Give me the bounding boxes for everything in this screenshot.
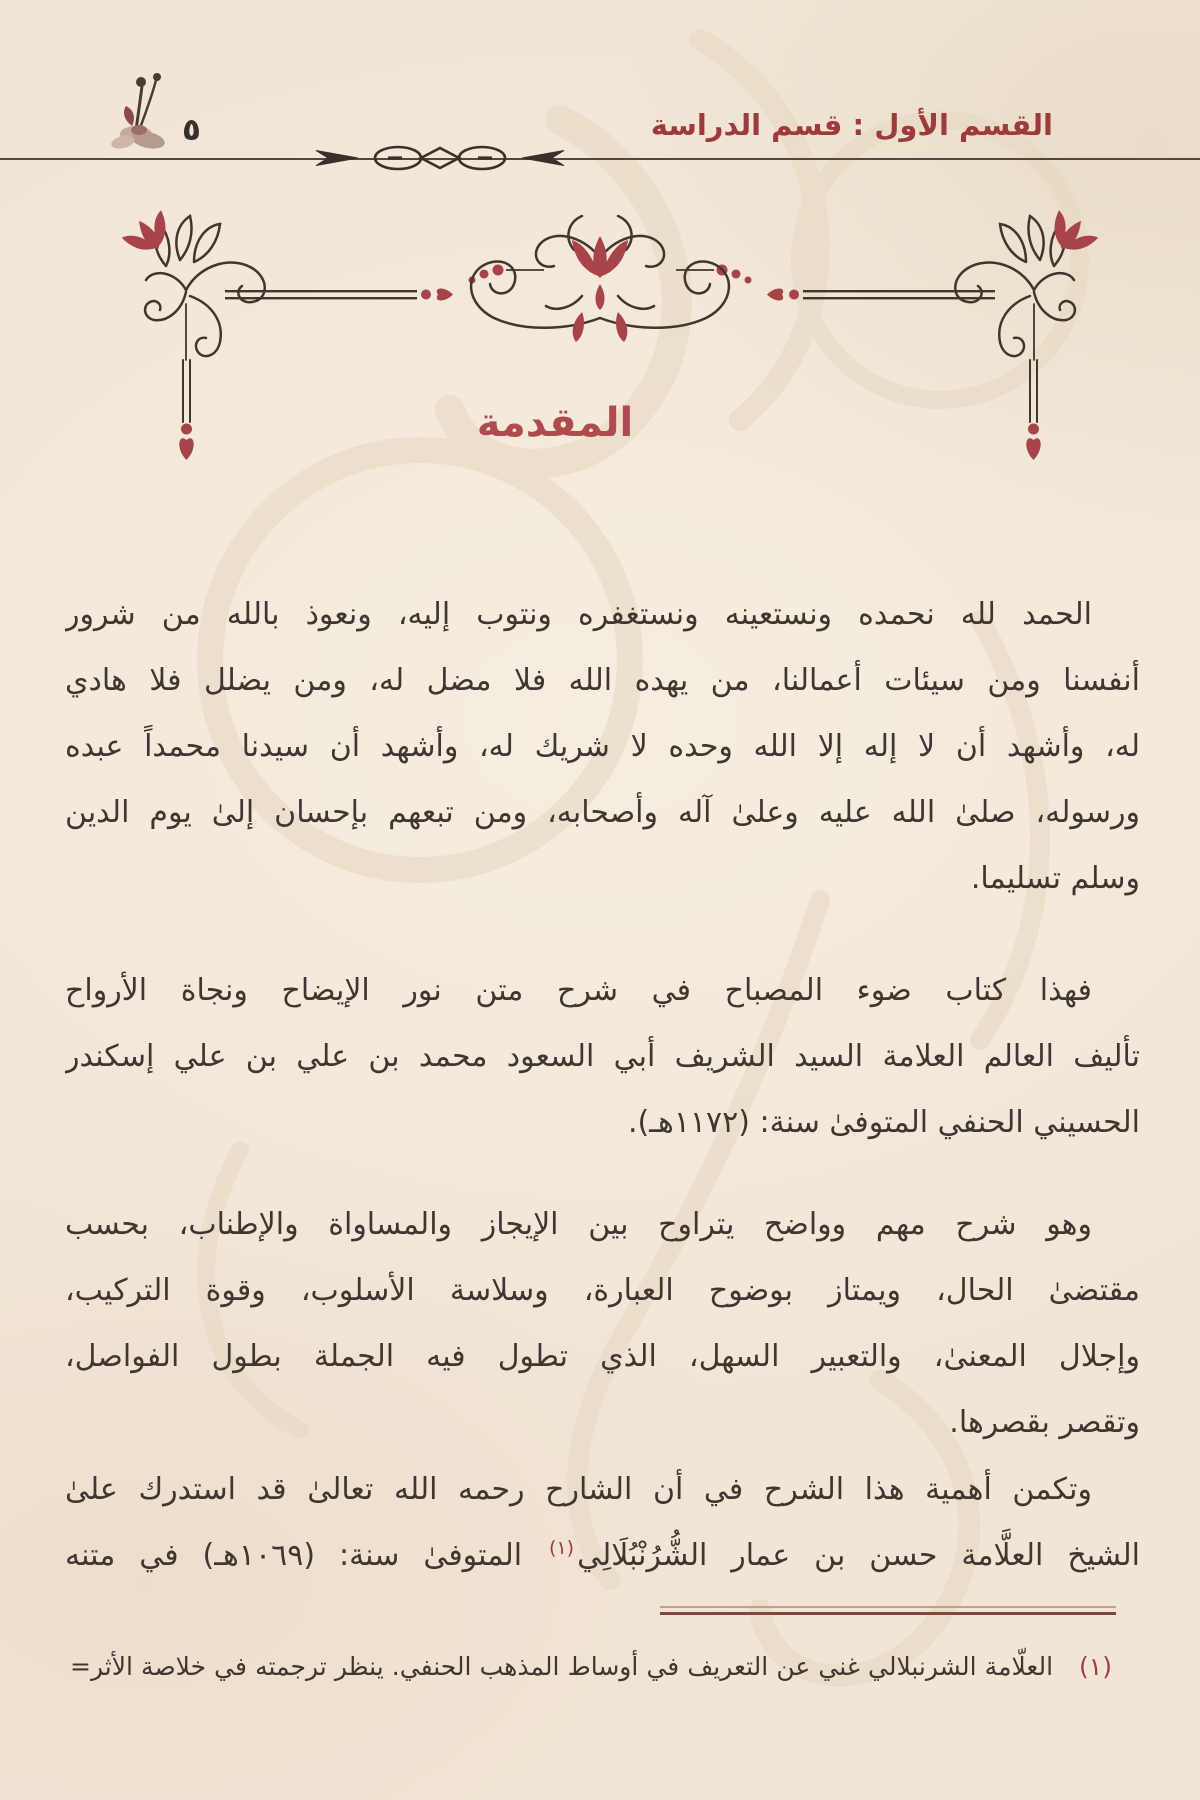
body-line: الحسيني الحنفي المتوفىٰ سنة: (١١٧٢هـ). xyxy=(627,1105,1140,1140)
body-line: وتقصر بقصرها. xyxy=(949,1405,1140,1440)
footnote-marker: (١) xyxy=(1079,1652,1112,1681)
body-line: وسلم تسليما. xyxy=(970,861,1140,896)
body-line: وإجلال المعنىٰ، والتعبير السهل، الذي تطول فيه الجملة بطول الفواصل، xyxy=(65,1339,1140,1374)
rose-ornament-icon xyxy=(96,68,188,160)
body-line: الحمد لله نحمده ونستعينه ونستغفره ونتوب إليه، ونعوذ بالله من شرور xyxy=(65,597,1092,632)
body-line: فهذا كتاب ضوء المصباح في شرح متن نور الإيضاح ونجاة الأرواح xyxy=(65,973,1092,1008)
body-line-segment: المتوفىٰ سنة: (١٠٦٩هـ) في متنه xyxy=(65,1538,523,1573)
body-line: ورسوله، صلىٰ الله عليه وعلىٰ آله وأصحابه، ومن تبعهم بإحسان إلىٰ يوم الدين xyxy=(65,795,1140,830)
paragraph-4 xyxy=(65,1457,1140,1589)
body-line: مقتضىٰ الحال، ويمتاز بوضوح العبارة، وسلاسة الأسلوب، وقوة التركيب، xyxy=(65,1273,1140,1308)
rule-arrow-ornament-icon xyxy=(290,138,590,178)
paragraph-2 xyxy=(65,958,1140,1156)
body-line: وهو شرح مهم وواضح يتراوح بين الإيجاز والمساواة والإطناب، بحسب xyxy=(65,1207,1092,1242)
paragraph-3 xyxy=(65,1192,1140,1456)
header-rule xyxy=(0,158,1200,160)
body-line: أنفسنا ومن سيئات أعمالنا، من يهده الله فلا مضل له، ومن يضلل فلا هادي xyxy=(65,663,1140,698)
body-line xyxy=(65,1523,1140,1589)
body-line: تأليف العالم العلامة السيد الشريف أبي السعود محمد بن علي بن علي إسكندر xyxy=(65,1039,1140,1074)
body-line-segment: الشيخ العلَّامة حسن بن عمار الشُّرُنْبُلَالِي xyxy=(577,1538,1140,1573)
page-number: ٥ xyxy=(182,112,201,148)
footnote-text: العلّامة الشرنبلالي غني عن التعريف في أوساط المذهب الحنفي. ينظر ترجمته في خلاصة الأثر= xyxy=(70,1652,1054,1681)
footnote-reference: (١) xyxy=(549,1537,575,1559)
body-line: له، وأشهد أن لا إله إلا الله وحده لا شريك له، وأشهد أن سيدنا محمداً عبده xyxy=(65,729,1140,764)
body-line: وتكمن أهمية هذا الشرح في أن الشارح رحمه الله تعالىٰ قد استدرك علىٰ xyxy=(65,1472,1092,1507)
footnote xyxy=(70,1646,1112,1688)
page-title: المقدمة xyxy=(476,400,634,446)
paragraph-1 xyxy=(65,582,1140,912)
footnote-separator xyxy=(660,1606,1116,1615)
running-head-section-title: القسم الأول : قسم الدراسة xyxy=(650,108,1053,142)
